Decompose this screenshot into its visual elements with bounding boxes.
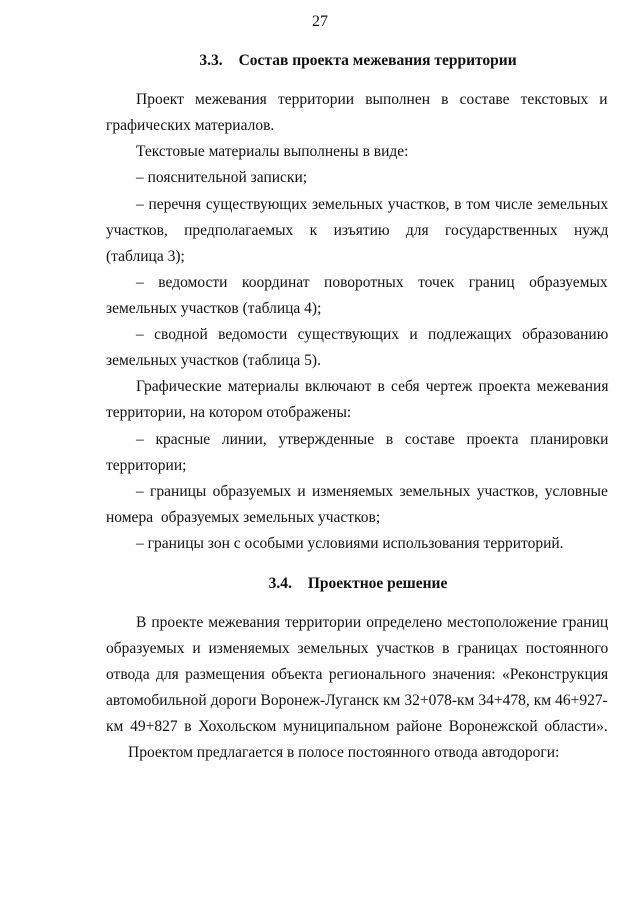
section-3-3-line: Текстовые материалы выполнены в виде: bbox=[136, 143, 409, 160]
section-3-3-line: территории, на котором отображены: bbox=[106, 404, 352, 421]
section-3-3-line: – перечня существующих земельных участков, в том числе земельных bbox=[136, 196, 609, 213]
section-3-3-line: – границы зон с особыми условиями использования территорий. bbox=[136, 535, 564, 552]
section-3-3-line: участков, предполагаемых к изъятию для государственных нужд bbox=[106, 222, 609, 239]
section-3-3-line: – сводной ведомости существующих и подлежащих образованию bbox=[136, 326, 609, 343]
section-3-4-line: Проектом предлагается в полосе постоянного отвода автодороги: bbox=[128, 744, 560, 761]
section-3-4-line: автомобильной дороги Воронеж-Луганск км 32+078-км 34+478, км 46+927- bbox=[106, 692, 608, 709]
section-3-3-line: – ведомости координат поворотных точек границ образуемых bbox=[136, 274, 608, 291]
section-3-3-line: (таблица 3); bbox=[106, 248, 185, 265]
section-3-4-number: 3.4. bbox=[268, 575, 292, 592]
section-3-3-line: графических материалов. bbox=[106, 117, 275, 134]
section-3-3-line: территории; bbox=[106, 457, 187, 474]
section-3-3-line: – границы образуемых и изменяемых земельных участков, условные bbox=[136, 483, 608, 500]
section-3-3-line: Проект межевания территории выполнен в составе текстовых и bbox=[136, 91, 608, 108]
section-3-4-line: отвода для размещения объекта регионального значения: «Реконструкция bbox=[106, 666, 609, 683]
section-3-4-line: В проекте межевания территории определено местоположение границ bbox=[136, 614, 609, 631]
section-3-3-number: 3.3. bbox=[199, 52, 223, 69]
page-number: 27 bbox=[312, 13, 328, 30]
section-3-3-title: Состав проекта межевания территории bbox=[238, 52, 517, 69]
section-3-3-line: земельных участков (таблица 5). bbox=[106, 352, 321, 369]
section-3-3-line: – красные линии, утвержденные в составе проекта планировки bbox=[136, 431, 609, 448]
section-3-3-line: земельных участков (таблица 4); bbox=[106, 300, 322, 317]
section-3-3-line: Графические материалы включают в себя чертеж проекта межевания bbox=[136, 378, 609, 395]
section-3-3-heading bbox=[0, 52, 640, 70]
section-3-4-heading bbox=[0, 575, 640, 593]
section-3-4-line: км 49+827 в Хохольском муниципальном районе Воронежской области». bbox=[106, 718, 608, 735]
section-3-3-line: – пояснительной записки; bbox=[136, 169, 308, 186]
section-3-3-line: номера образуемых земельных участков; bbox=[106, 509, 381, 526]
section-3-4-line: образуемых и изменяемых земельных участков в границах постоянного bbox=[106, 640, 609, 657]
section-3-4-title: Проектное решение bbox=[307, 575, 448, 592]
